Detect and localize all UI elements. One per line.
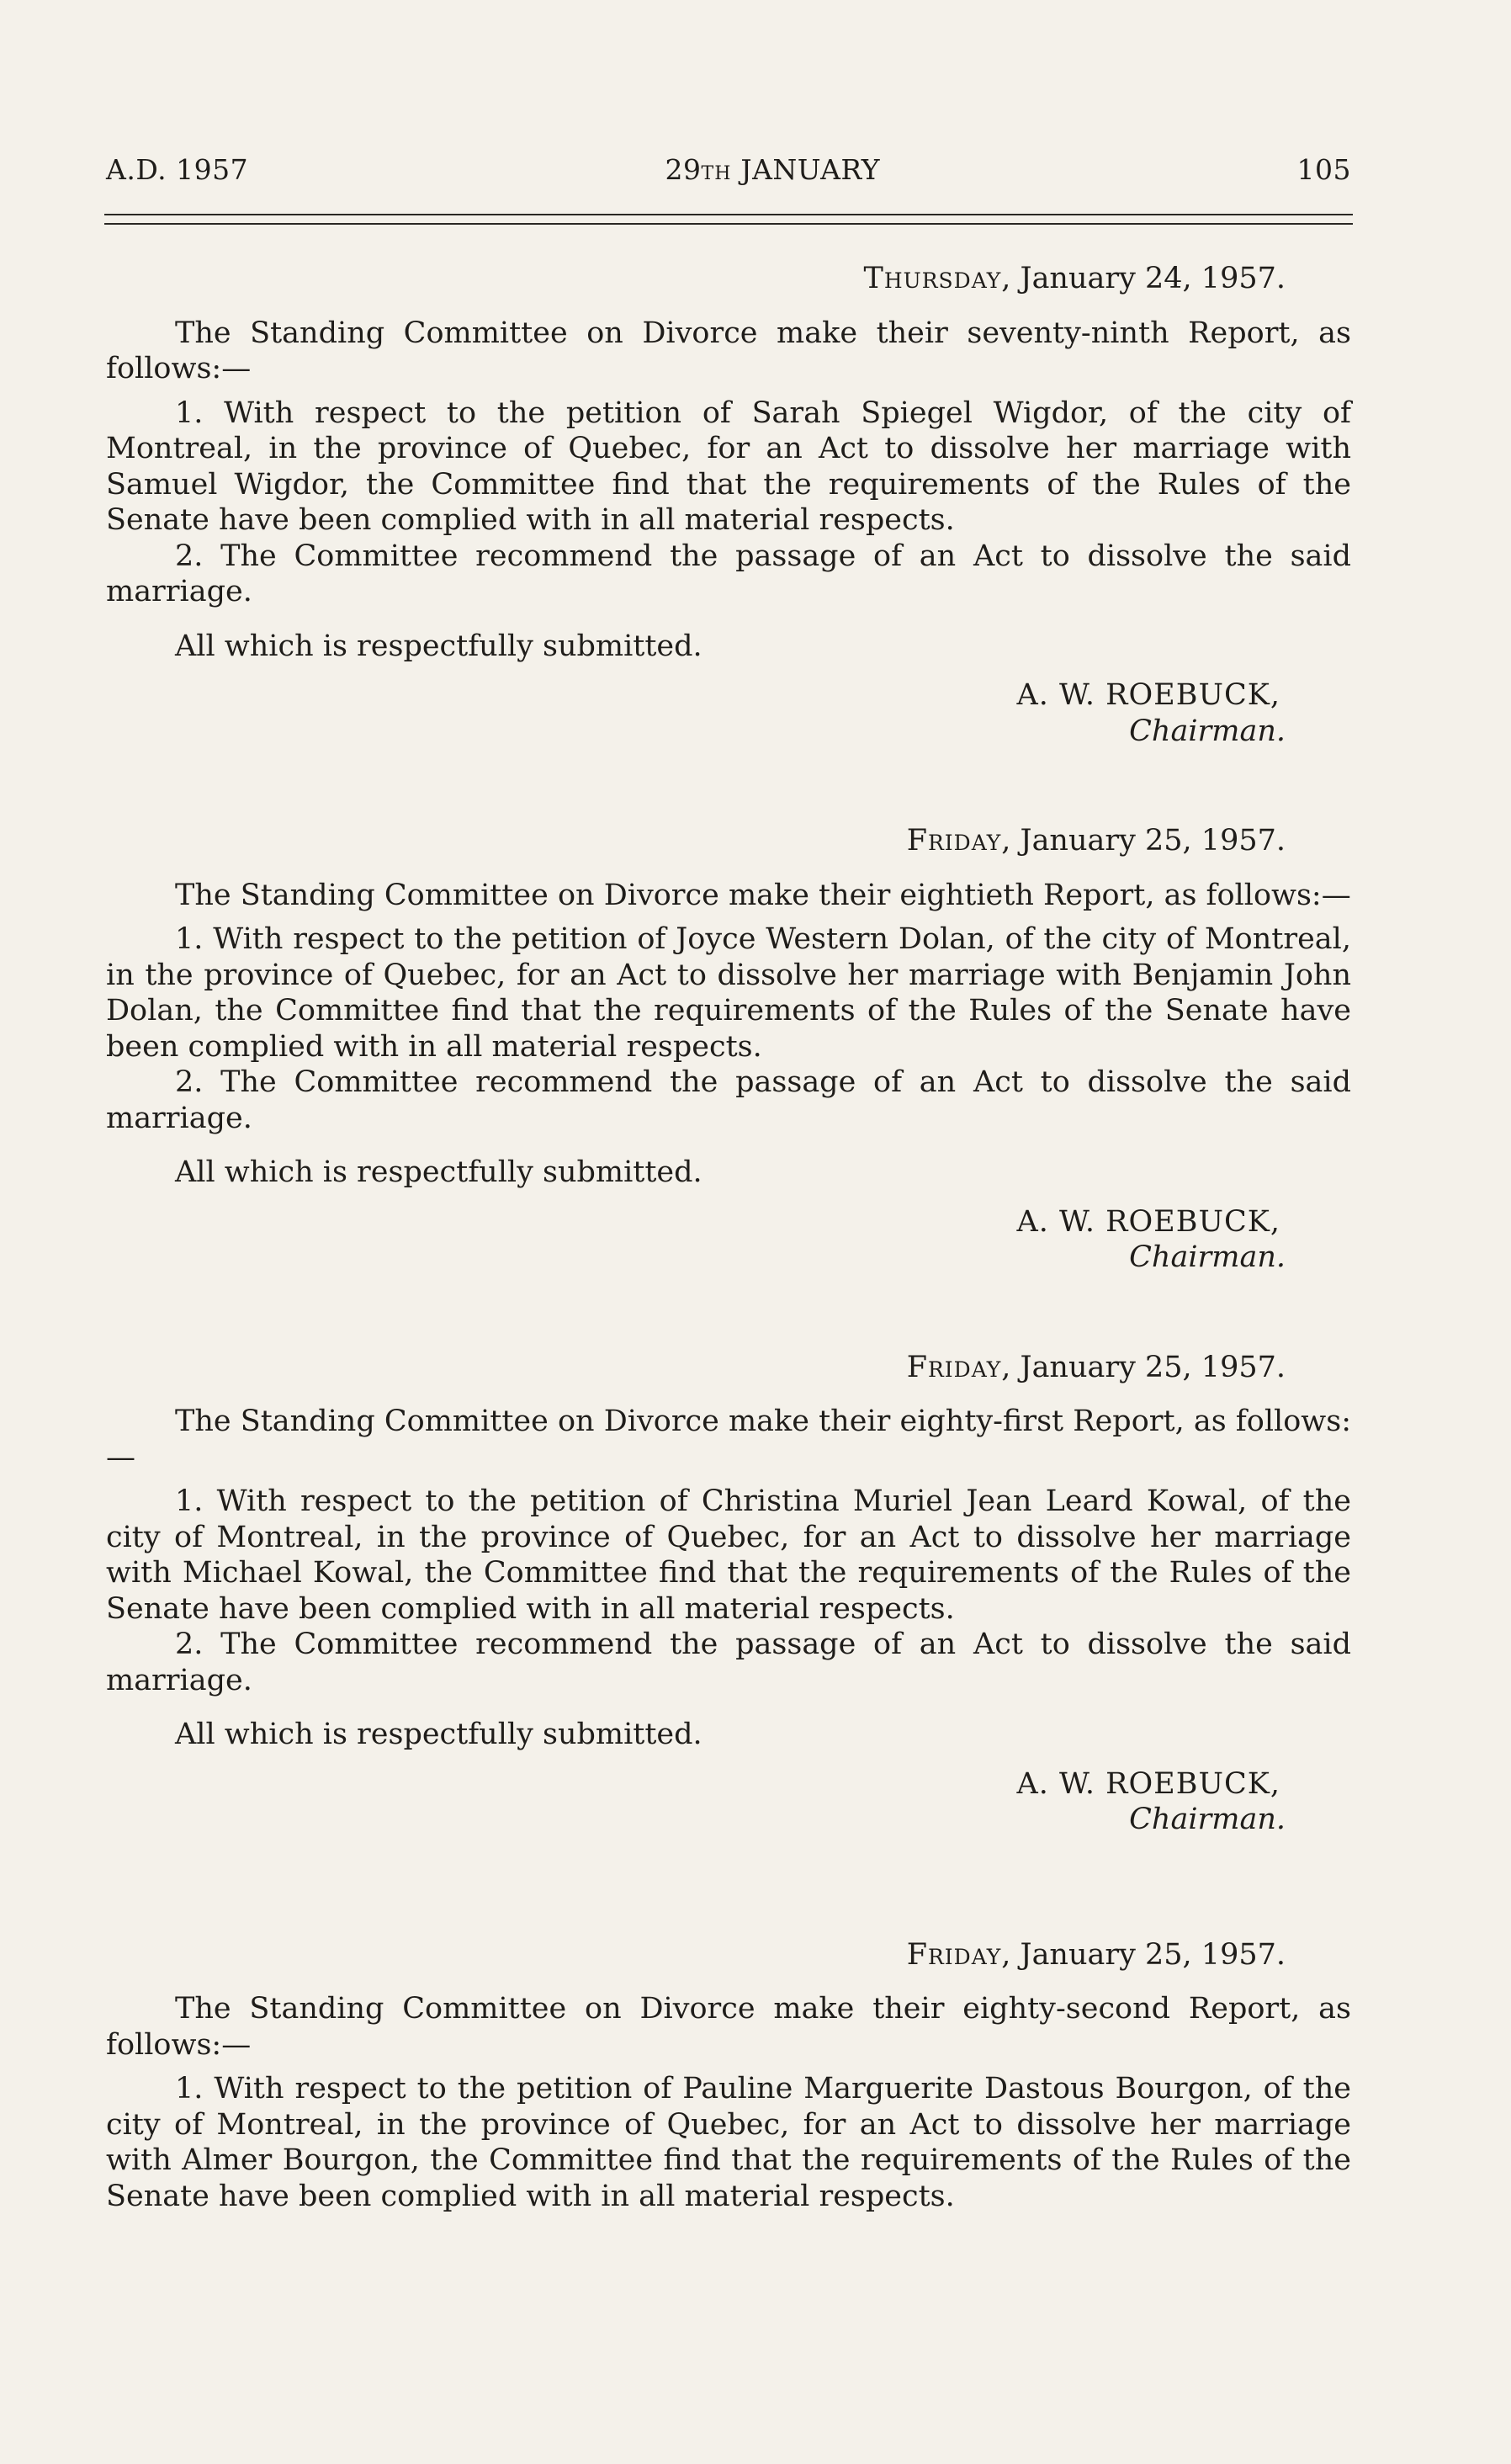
report-item-2: 2. The Committee recommend the passage of an Act to dissolve the said marriage. (106, 1628, 1351, 1697)
report-intro: The Standing Committee on Divorce make their eighty-second Report, as follows:— (106, 1992, 1351, 2062)
report-item-1: 1. With respect to the petition of Pauline Marguerite Dastous Bourgon, of the city of Montreal, in the province of Quebec, for an Act to dissolve her marriage with Almer Bourgon, the Committee find that the requirements of the Rules of the Senate have been complied with in all material respects. (106, 2072, 1351, 2213)
report-intro: The Standing Committee on Divorce make their eighty-first Report, as follows:— (106, 1405, 1351, 1474)
document-body (106, 261, 1351, 2214)
report-date: Friday, January 25, 1957. (906, 1350, 1286, 1384)
report-item-1: 1. With respect to the petition of Christina Muriel Jean Leard Kowal, of the city of Montreal, in the province of Quebec, for an Act to dissolve her marriage with Michael Kowal, the Committee find that the requirements of the Rules of the Senate have been complied with in all material respects. (106, 1484, 1351, 1626)
report-eightieth (106, 823, 1351, 1276)
report-date: Friday, January 25, 1957. (906, 824, 1286, 858)
report-closing: All which is respectfully submitted. (175, 1155, 702, 1189)
report-signer-role: Chairman. (1129, 714, 1286, 748)
report-signer-role: Chairman. (1129, 1803, 1286, 1836)
report-signer: A. W. ROEBUCK, (1016, 678, 1280, 712)
header-double-rule (104, 214, 1353, 225)
report-date: Thursday, January 24, 1957. (863, 262, 1286, 295)
page-header (106, 153, 1351, 186)
report-item-1: 1. With respect to the petition of Sarah Spiegel Wigdor, of the city of Montreal, in the province of Quebec, for an Act to dissolve her marriage with Samuel Wigdor, the Committee find that the requirements of the Rules of the Senate have been complied with in all material respects. (106, 396, 1351, 537)
report-eighty-second (106, 1937, 1351, 2215)
report-signer: A. W. ROEBUCK, (1016, 1766, 1280, 1801)
report-intro: The Standing Committee on Divorce make their seventy-ninth Report, as follows:— (106, 316, 1351, 385)
report-signer: A. W. ROEBUCK, (1016, 1204, 1280, 1239)
report-eighty-first (106, 1350, 1351, 1838)
report-closing: All which is respectfully submitted. (175, 629, 702, 663)
report-seventy-ninth (106, 261, 1351, 749)
page-number: 105 (1296, 153, 1351, 186)
header-year: A.D. 1957 (106, 153, 249, 186)
report-intro: The Standing Committee on Divorce make their eightieth Report, as follows:— (175, 878, 1351, 912)
report-item-1: 1. With respect to the petition of Joyce Western Dolan, of the city of Montreal, in the province of Quebec, for an Act to dissolve her marriage with Benjamin John Dolan, the Committee find that the requirements of the Rules of the Senate have been complied with in all material respects. (106, 922, 1351, 1064)
report-item-2: 2. The Committee recommend the passage of an Act to dissolve the said marriage. (106, 539, 1351, 608)
report-date: Friday, January 25, 1957. (906, 1937, 1286, 1972)
report-signer-role: Chairman. (1129, 1240, 1286, 1274)
report-item-2: 2. The Committee recommend the passage of an Act to dissolve the said marriage. (106, 1065, 1351, 1135)
report-closing: All which is respectfully submitted. (175, 1718, 702, 1751)
header-date: 29TH JANUARY (665, 153, 881, 186)
